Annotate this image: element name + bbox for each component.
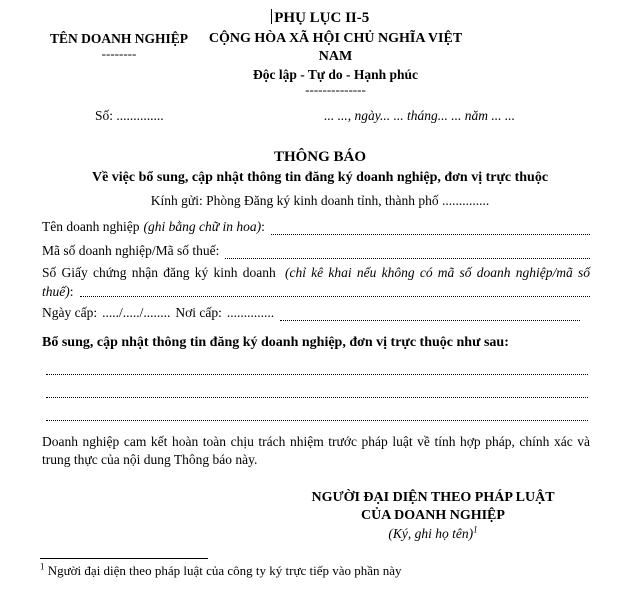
- signature-title-line2: CỦA DOANH NGHIỆP: [361, 508, 505, 523]
- footnote-divider: [40, 558, 208, 559]
- footnote-text: [40, 562, 590, 579]
- footnote-marker: 1: [40, 561, 45, 572]
- company-field-colon: :: [261, 219, 265, 234]
- recipient-line: Kính gửi: Phòng Đăng ký kinh doanh tỉnh, thành phố ..............: [150, 193, 490, 208]
- company-name-label: TÊN DOANH NGHIỆP: [49, 31, 188, 46]
- commitment-paragraph: Doanh nghiệp cam kết hoàn toàn chịu trách nhiệm trước pháp luật về tính hợp pháp, chính xác và trung thực của nội dung Thông báo này.: [42, 434, 590, 467]
- company-field-label: Tên doanh nghiệp: [42, 219, 140, 234]
- company-name-field-row: [42, 215, 590, 239]
- doc-number-field[interactable]: Số: ..............: [95, 108, 164, 123]
- cert-field-label: Số Giấy chứng nhận đăng ký kinh doanh: [42, 265, 276, 280]
- issue-field-row: [42, 301, 590, 325]
- company-header-block: [40, 30, 198, 96]
- issue-place-input[interactable]: ..............: [226, 305, 275, 320]
- cert-field-row-line1: [42, 263, 590, 282]
- national-divider: --------------: [305, 82, 366, 97]
- issue-place-input-line[interactable]: [280, 320, 580, 321]
- notice-title: THÔNG BÁO: [273, 149, 367, 165]
- update-input-line-2[interactable]: [46, 387, 588, 398]
- date-field[interactable]: ... ..., ngày... ... tháng... ... năm ... ...: [324, 108, 515, 123]
- company-field-note: (ghi bằng chữ in hoa): [143, 219, 262, 234]
- footnote-block: [40, 558, 590, 579]
- cert-field-note-line1: (chỉ kê khai nếu không có mã số doanh nghiệp/mã số: [284, 265, 591, 280]
- appendix-title: PHỤ LỤC II-5: [274, 10, 370, 26]
- notice-subtitle: Về việc bổ sung, cập nhật thông tin đăng ký doanh nghiệp, đơn vị trực thuộc: [91, 170, 549, 185]
- number-date-row: [0, 96, 640, 124]
- issue-date-label: Ngày cấp:: [42, 305, 98, 320]
- cert-field-note-line2: thuế): [42, 284, 70, 299]
- issue-place-label: Nơi cấp:: [175, 305, 222, 320]
- issue-date-input[interactable]: ...../...../........: [102, 305, 171, 320]
- signature-footnote-ref: 1: [473, 524, 478, 535]
- update-content-area: [42, 364, 590, 421]
- tax-field-label: Mã số doanh nghiệp/Mã số thuế:: [42, 243, 220, 258]
- tax-code-input-line[interactable]: [225, 258, 590, 259]
- national-title: CỘNG HÒA XÃ HỘI CHỦ NGHĨA VIỆT NAM: [208, 31, 463, 64]
- update-section-heading: Bổ sung, cập nhật thông tin đăng ký doanh nghiệp, đơn vị trực thuộc như sau:: [42, 335, 509, 350]
- signature-instruction: [268, 525, 598, 543]
- cert-field-row-line2: [42, 282, 590, 301]
- document-header: [0, 30, 640, 96]
- appendix-title-row: [0, 0, 640, 27]
- tax-code-field-row: [42, 239, 590, 263]
- cert-number-input-line[interactable]: [80, 296, 590, 297]
- update-input-line-1[interactable]: [46, 364, 588, 375]
- company-name-input-line[interactable]: [271, 234, 590, 235]
- form-body: [42, 215, 590, 469]
- company-divider: --------: [101, 46, 137, 61]
- signature-block: [268, 489, 598, 543]
- signature-instruction-text: (Ký, ghi họ tên): [388, 526, 474, 541]
- footnote-body: Người đại diện theo pháp luật của công ty ký trực tiếp vào phần này: [47, 563, 402, 578]
- national-header-block: [198, 30, 473, 96]
- text-cursor: [271, 9, 273, 24]
- national-motto: Độc lập - Tự do - Hạnh phúc: [252, 67, 419, 82]
- update-input-line-3[interactable]: [46, 410, 588, 421]
- signature-title-line1: NGƯỜI ĐẠI DIỆN THEO PHÁP LUẬT: [311, 490, 555, 505]
- cert-field-colon: :: [69, 284, 74, 299]
